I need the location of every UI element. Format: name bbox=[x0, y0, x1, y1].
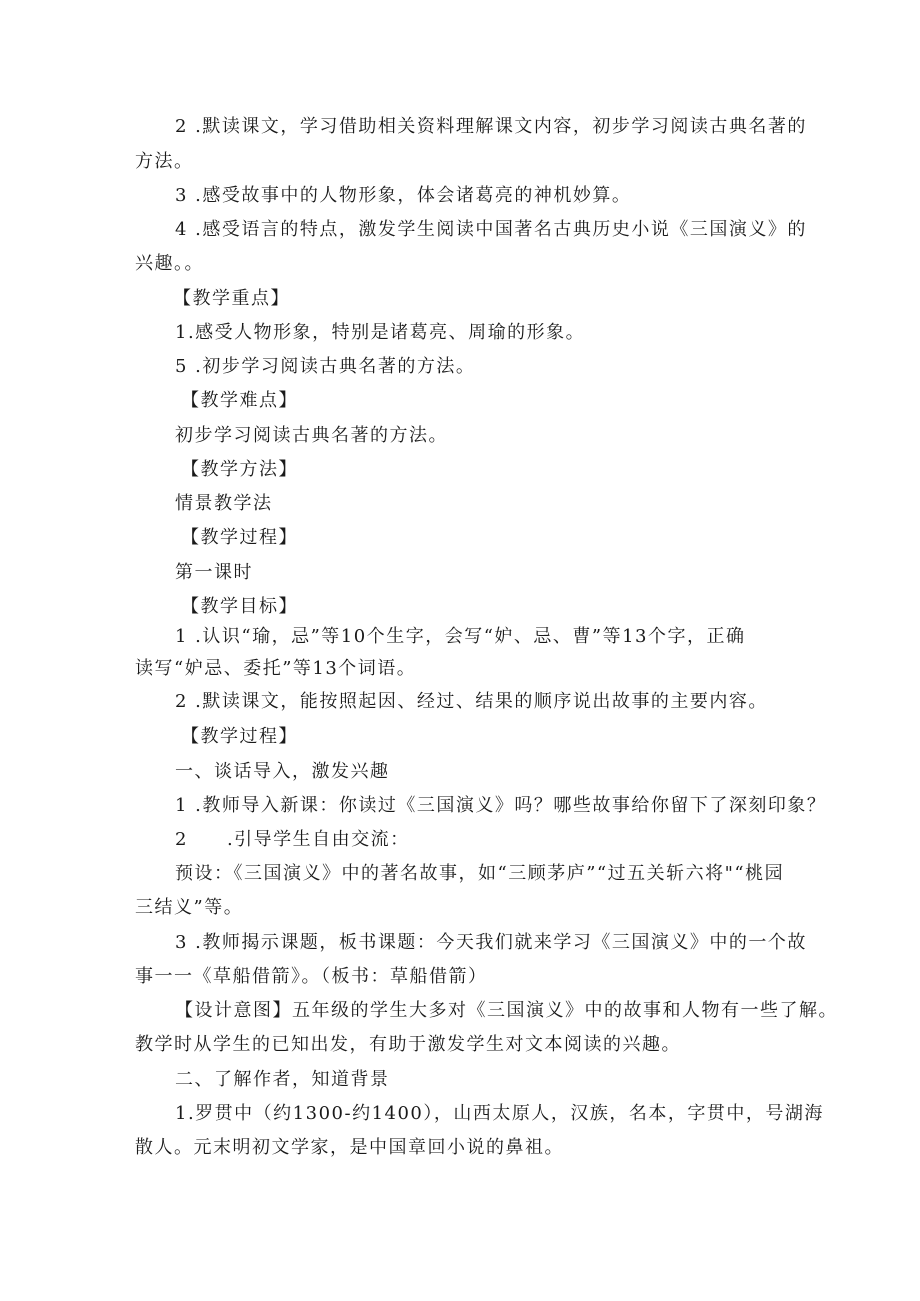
text-line: 初步学习阅读古典名著的方法。 bbox=[175, 425, 448, 446]
section-heading: 【教学过程】 bbox=[181, 527, 298, 548]
text-line: 1 .认识“瑜，忌”等10个生字，会写“妒、忌、曹”等13个字，正确 bbox=[175, 626, 746, 647]
text-line: 读写“妒忌、委托”等13个词语。 bbox=[135, 658, 417, 679]
text-line: 1.罗贯中（约1300-约1400），山西太原人，汉族，名本，字贯中，号湖海 bbox=[175, 1103, 824, 1124]
text-line: 2 .默读课文，学习借助相关资料理解课文内容，初步学习阅读古典名著的 bbox=[175, 116, 807, 137]
text-line: 5 .初步学习阅读古典名著的方法。 bbox=[175, 356, 476, 377]
text-line: 1 .教师导入新课：你读过《三国演义》吗？哪些故事给你留下了深刻印象？ bbox=[175, 795, 827, 816]
text-line: 兴趣。。 bbox=[135, 253, 204, 274]
text-line: 第一课时 bbox=[175, 562, 253, 583]
text-line: 一、谈话导入，激发兴趣 bbox=[175, 761, 390, 782]
section-heading: 【教学方法】 bbox=[181, 459, 298, 480]
text-line: 二、了解作者，知道背景 bbox=[175, 1069, 390, 1090]
text-line: 1.感受人物形象，特别是诸葛亮、周瑜的形象。 bbox=[175, 322, 586, 343]
text-line: 教学时从学生的已知出发，有助于激发学生对文本阅读的兴趣。 bbox=[135, 1034, 681, 1055]
text-line: 散人。元末明初文学家，是中国章回小说的鼻祖。 bbox=[135, 1137, 564, 1158]
section-heading: 【教学目标】 bbox=[181, 596, 298, 617]
design-intent-note: 【设计意图】五年级的学生大多对《三国演义》中的故事和人物有一些了解。 bbox=[175, 1000, 838, 1021]
text-line: 预设：《三国演义》中的著名故事，如“三顾茅庐”“过五关斩六将"“桃园 bbox=[175, 863, 785, 884]
text-line: 2 .引导学生自由交流： bbox=[175, 829, 410, 850]
text-line: 情景教学法 bbox=[175, 493, 273, 514]
text-line: 3 .感受故事中的人物形象，体会诸葛亮的神机妙算。 bbox=[175, 185, 632, 206]
text-line: 3 .教师揭示课题，板书课题：今天我们就来学习《三国演义》中的一个故 bbox=[175, 932, 807, 953]
text-line: 4 .感受语言的特点，激发学生阅读中国著名古典历史小说《三国演义》的 bbox=[175, 219, 807, 240]
section-heading: 【教学难点】 bbox=[181, 390, 298, 411]
text-line: 2 .默读课文，能按照起因、经过、结果的顺序说出故事的主要内容。 bbox=[175, 691, 768, 712]
section-heading: 【教学过程】 bbox=[181, 726, 298, 747]
text-line: 事一一《草船借箭》。（板书：草船借箭） bbox=[135, 966, 488, 987]
text-line: 三结义”等。 bbox=[135, 897, 244, 918]
section-heading: 【教学重点】 bbox=[173, 288, 290, 309]
text-line: 方法。 bbox=[135, 151, 194, 172]
